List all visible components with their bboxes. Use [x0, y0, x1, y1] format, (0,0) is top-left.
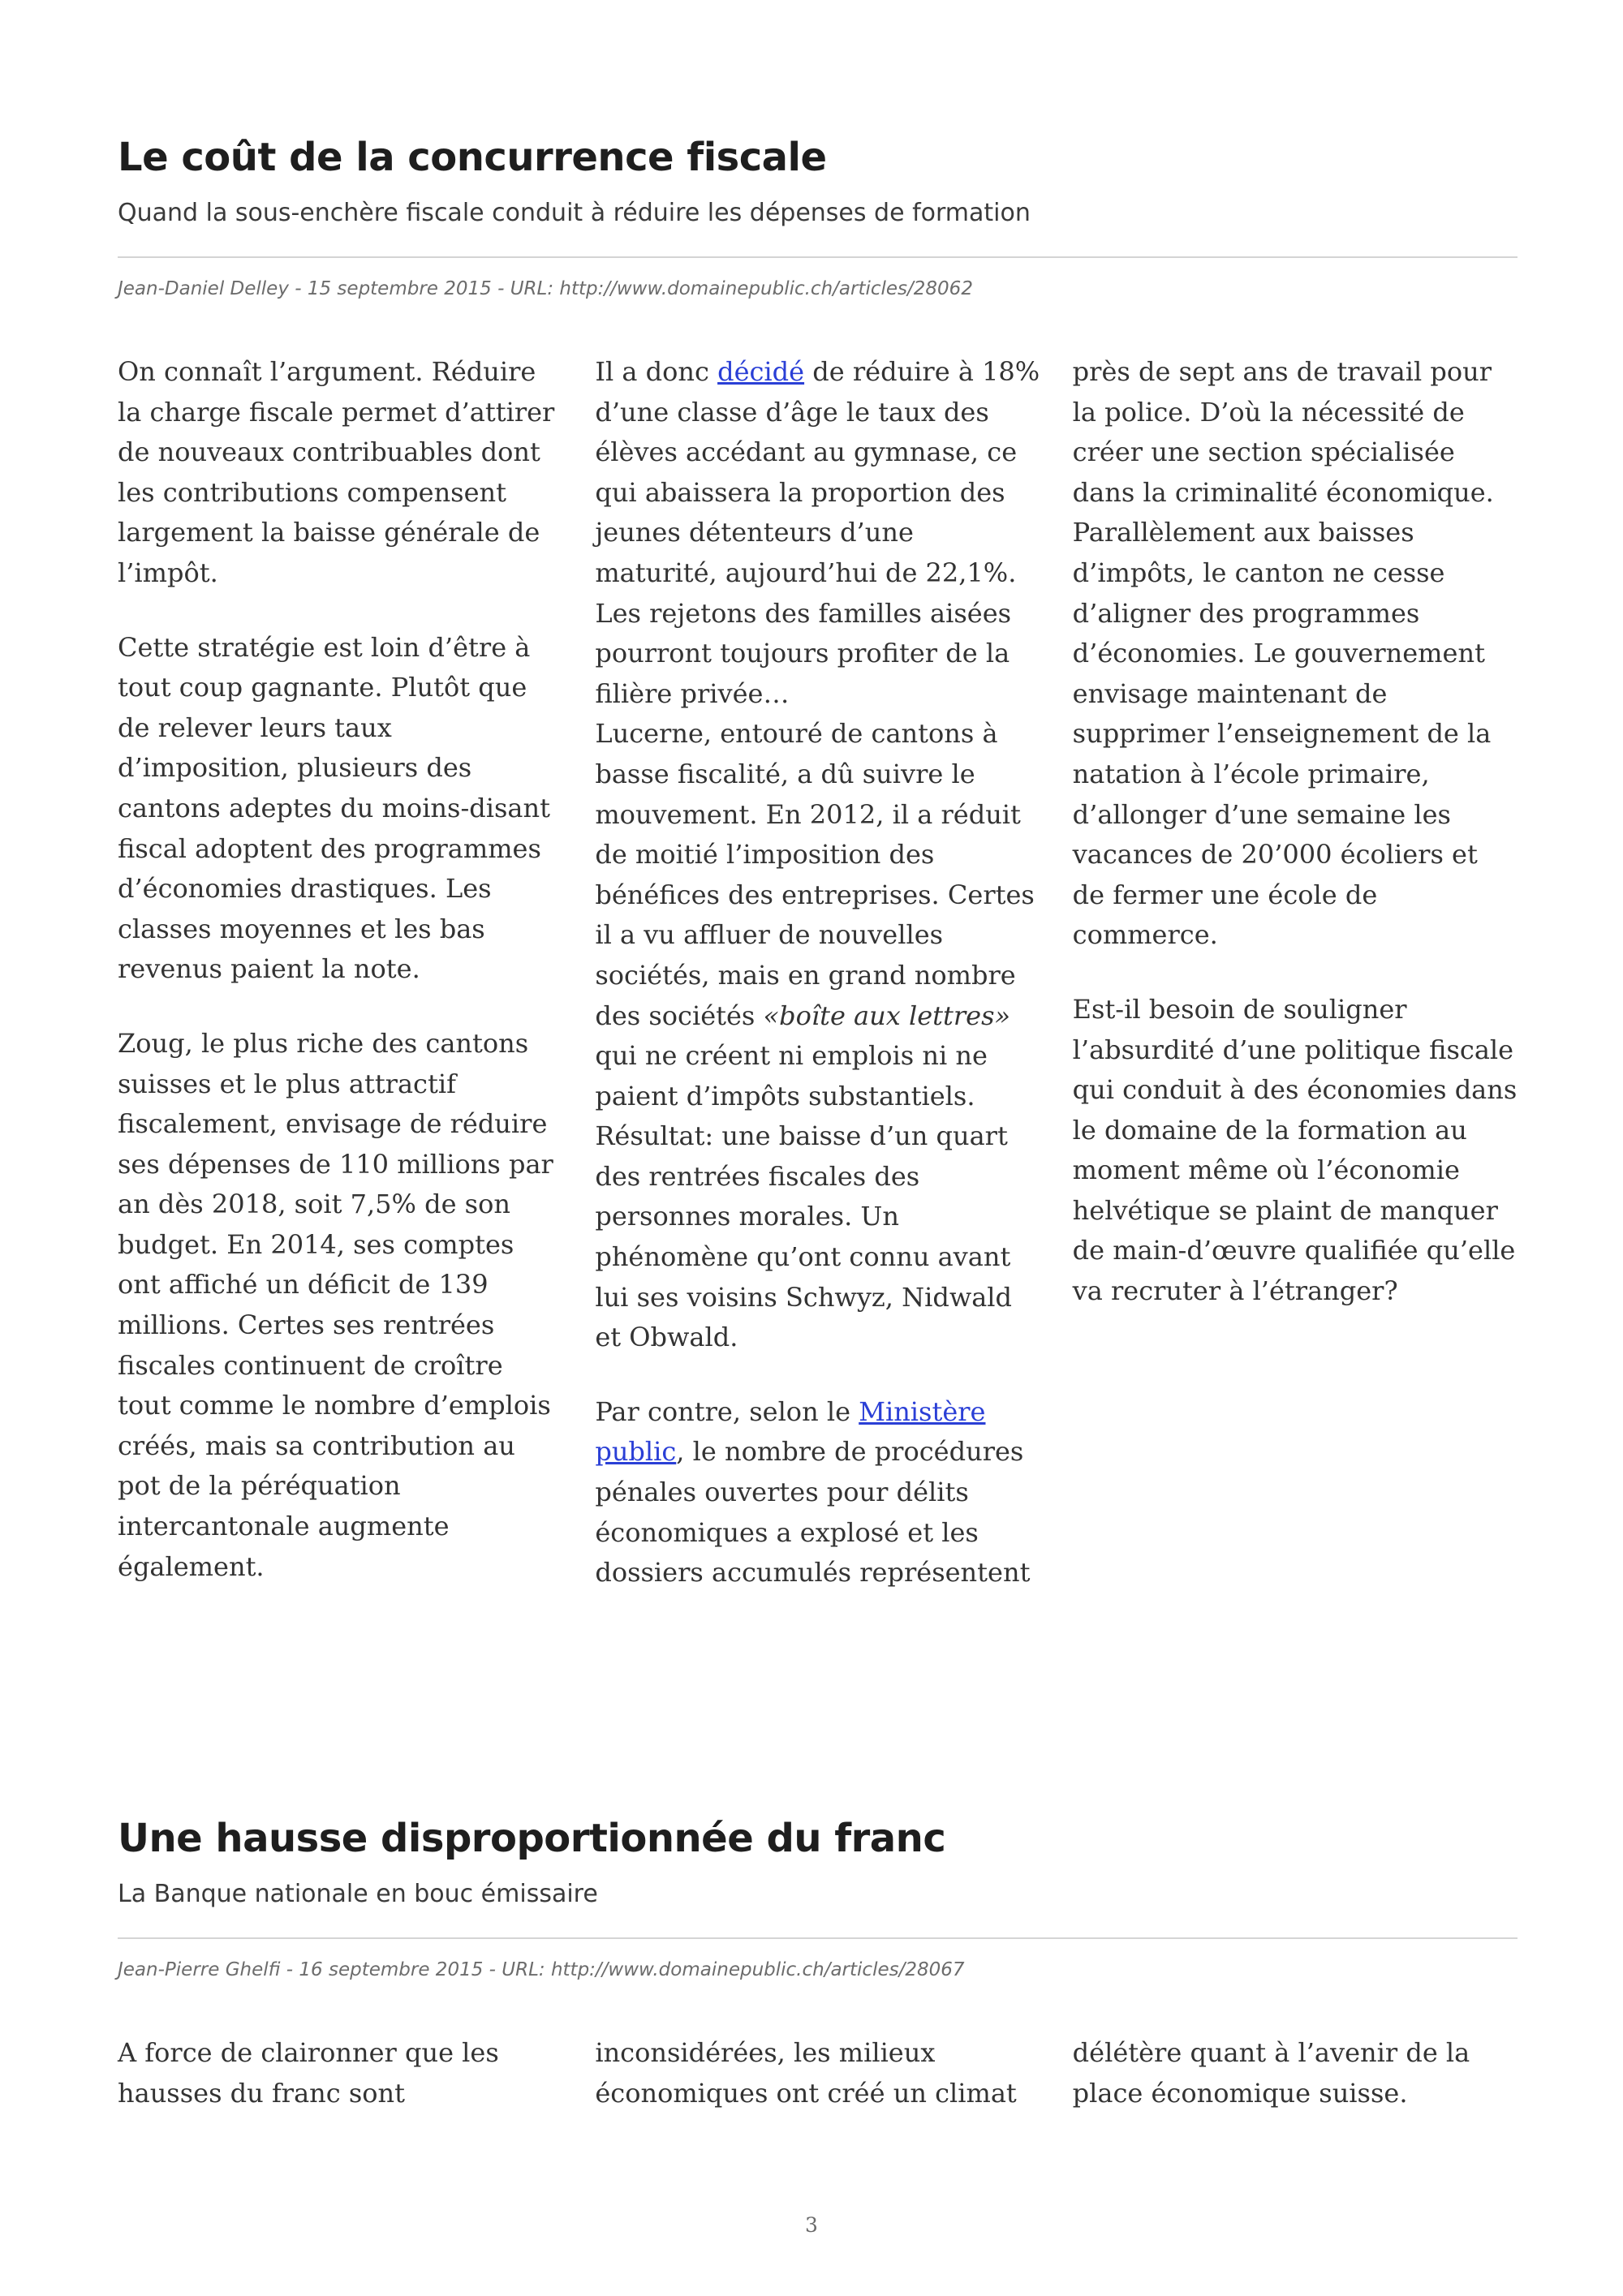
paragraph: Il a donc décidé de réduire à 18% d’une classe d’âge le taux des élèves accédant au gymnase, ce qui abaissera la proportion des jeunes détenteurs d’une maturité, aujourd’hui de 22,1%. Les rejetons des familles aisées pourront toujours profiter de la filière privée…: [595, 356, 1040, 709]
divider: [118, 1937, 1518, 1939]
paragraph: A force de claironner que les hausses du franc sont inconsidérées, les milieux économiques ont créé un climat délétère quant à l’avenir de la place économique suisse.: [118, 2037, 1470, 2109]
article-subtitle: La Banque nationale en bouc émissaire: [118, 1880, 598, 1908]
article-body: [118, 352, 1518, 1618]
article-meta: Jean-Daniel Delley - 15 septembre 2015 - URL: http://www.domainepublic.ch/articles/28062: [118, 278, 973, 299]
paragraph: On connaît l’argument. Réduire la charge fiscale permet d’attirer de nouveaux contribuables dont les contributions compensent largement la baisse générale de l’impôt.: [118, 356, 555, 588]
article-meta: Jean-Pierre Ghelfi - 16 septembre 2015 - URL: http://www.domainepublic.ch/articles/28067: [118, 1959, 965, 1980]
article-subtitle: Quand la sous-enchère fiscale conduit à réduire les dépenses de formation: [118, 199, 1031, 227]
link-decide[interactable]: décidé: [717, 356, 805, 387]
article: [118, 1809, 1518, 2122]
article: [118, 128, 1518, 1618]
paragraph: Est-il besoin de souligner l’absurdité d’une politique fiscale qui conduit à des économies dans le domaine de la formation au moment même où l’économie helvétique se plaint de manquer de main-d’œuvre qualifiée qu’elle va recruter à l’étranger?: [1072, 993, 1518, 1307]
article-title: Une hausse disproportionnée du franc: [118, 1816, 946, 1861]
paragraph: Zoug, le plus riche des cantons suisses et le plus attractif fiscalement, envisage de réduire ses dépenses de 110 millions par an dès 2018, soit 7,5% de son budget. En 2014, ses comptes ont affiché un déficit de 139 millions. Certes ses rentrées fiscales continuent de croître tout comme le nombre d’emplois créés, mais sa contribution au pot de la péréquation intercantonale augmente également.: [118, 1027, 553, 1582]
article-title: Le coût de la concurrence fiscale: [118, 135, 827, 180]
paragraph: Par contre, selon le Ministère public, le nombre de procédures pénales ouvertes pour délits économiques a explosé et les dossiers accumulés représentent près de sept ans de travail pour la police. D’où la nécessité de créer une section spécialisée dans la criminalité économique. Parallèlement aux baisses d’impôts, le canton ne cesse d’aligner des programmes d’économies. Le gouvernement envisage maintenant de supprimer l’enseignement de la natation à l’école primaire, d’allonger d’une semaine les vacances de 20’000 écoliers et de fermer une école de commerce.: [595, 356, 1494, 1589]
divider: [118, 256, 1518, 258]
paragraph: Cette stratégie est loin d’être à tout coup gagnante. Plutôt que de relever leurs taux d’imposition, plusieurs des cantons adeptes du moins-disant fiscal adoptent des programmes d’économies drastiques. Les classes moyennes et les bas revenus paient la note.: [118, 631, 550, 985]
paragraph: Lucerne, entouré de cantons à basse fiscalité, a dû suivre le mouvement. En 2012, il a réduit de moitié l’imposition des bénéfices des entreprises. Certes il a vu affluer de nouvelles sociétés, mais en grand nombre des sociétés «boîte aux lettres» qui ne créent ni emplois ni ne paient d’impôts substantiels. Résultat: une baisse d’un quart des rentrées fiscales des personnes morales. Un phénomène qu’ont connu avant lui ses voisins Schwyz, Nidwald et Obwald.: [595, 718, 1035, 1353]
article-body: [118, 2033, 1518, 2122]
page-number: 3: [805, 2213, 818, 2237]
link-ministere-public[interactable]: Ministère public: [595, 1395, 986, 1468]
